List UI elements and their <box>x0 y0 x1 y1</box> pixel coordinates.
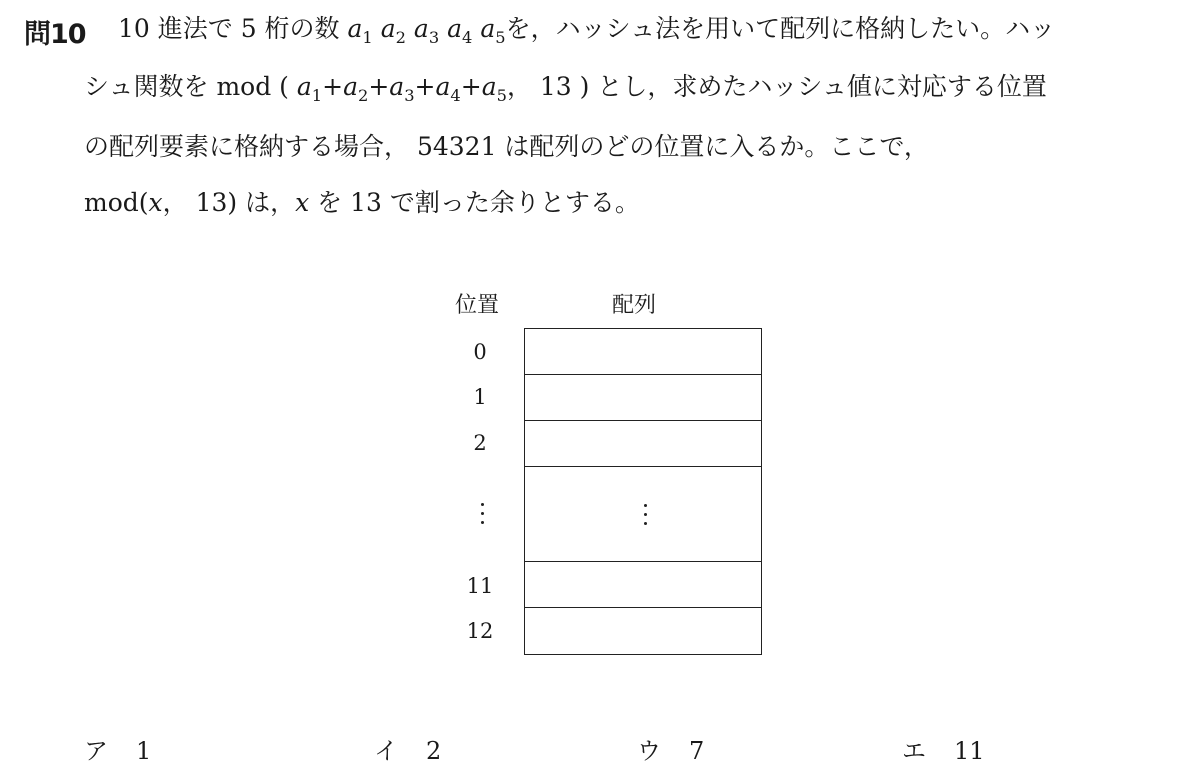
var-a5: $a_5$ <box>480 14 506 47</box>
choice-value: 7 <box>689 737 705 765</box>
choice-key: エ <box>902 737 926 765</box>
var-a5: $a_5$ <box>481 72 507 105</box>
question-text: ， 13 ) とし，求めたハッシュ値に対応する位置 <box>506 72 1047 101</box>
question-text: シュ関数を mod ( <box>84 72 289 101</box>
var-x: x <box>148 188 163 217</box>
plus-sign: + <box>368 72 390 101</box>
position-header: 位置 <box>455 293 500 318</box>
array-header: 配列 <box>612 293 657 318</box>
var-a3: $a_3$ <box>413 14 440 47</box>
choice-a <box>84 731 151 766</box>
var-a4: $a_4$ <box>447 14 473 47</box>
array-ellipsis <box>643 504 649 531</box>
question-text: ， 13) は， <box>162 188 296 217</box>
choice-value: 1 <box>136 737 152 765</box>
choice-u <box>637 731 704 766</box>
choice-i <box>374 731 441 766</box>
question-text: を，ハッシュ法を用いて配列に格納したい。ハッ <box>505 14 1056 43</box>
var-a4: $a_4$ <box>435 72 461 105</box>
array-cell <box>524 328 762 376</box>
array-cell-ellipsis <box>524 466 762 563</box>
choice-value: 11 <box>954 737 985 765</box>
position-label: 0 <box>473 340 487 364</box>
question-line-3: の配列要素に格納する場合， 54321 は配列のどの位置に入るか。ここで， <box>84 132 929 161</box>
var-a1: $a_1$ <box>296 72 323 105</box>
question-text: mod( <box>84 188 149 217</box>
choice-e <box>902 731 985 766</box>
choice-key: ウ <box>637 737 661 765</box>
plus-sign: + <box>460 72 482 101</box>
plus-sign: + <box>414 72 436 101</box>
array-cell <box>524 374 762 422</box>
choice-key: イ <box>374 737 398 765</box>
position-label: 12 <box>466 619 494 643</box>
var-x: x <box>295 188 310 217</box>
question-text: 10 進法で 5 桁の数 <box>118 14 348 43</box>
var-a2: $a_2$ <box>343 72 369 105</box>
question-text: を 13 で割った余りとする。 <box>309 188 640 217</box>
position-label: 2 <box>473 431 487 455</box>
position-ellipsis <box>480 503 486 530</box>
position-label: 11 <box>466 574 494 598</box>
question-label: 問10 <box>24 19 86 50</box>
array-cell <box>524 420 762 468</box>
choice-value: 2 <box>426 737 442 765</box>
array-cell <box>524 561 762 609</box>
var-a1: $a_1$ <box>347 14 373 47</box>
var-a2: $a_2$ <box>380 14 406 47</box>
array-cell <box>524 607 762 655</box>
position-label: 1 <box>473 385 487 409</box>
choice-key: ア <box>84 737 108 765</box>
plus-sign: + <box>322 72 344 101</box>
var-a3: $a_3$ <box>389 72 415 105</box>
